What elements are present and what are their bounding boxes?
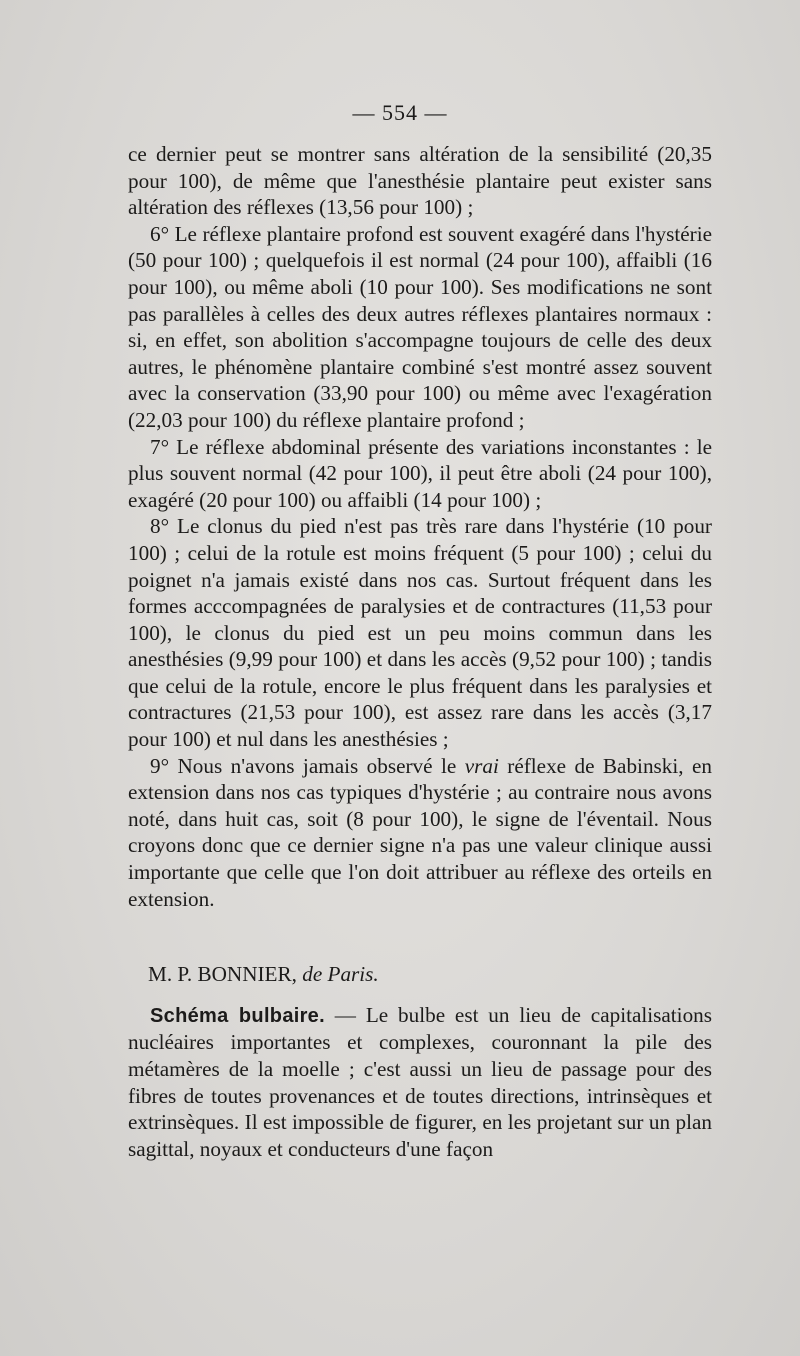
paragraph-item-8: 8° Le clonus du pied n'est pas très rare dans l'hystérie (10 pour 100) ; celui de la rotule est moins fréquent (5 pour 100) ; celui du poignet n'a jamais existé dans nos cas. Surtout fréquent dans les formes acccompagnées de paralysies et de contractures (11,53 pour 100), le clonus du pied est un peu moins commun dans les anesthésies (9,99 pour 100) et dans les accès (9,52 pour 100) ; tandis que celui de la rotule, encore le plus fréquent dans les paralysies et contractures (21,53 pour 100), est assez rare dans les accès (3,17 pour 100) et nul dans les anesthésies ; — [128, 514, 712, 752]
paragraph-item-7: 7° Le réflexe abdominal présente des variations inconstantes : le plus souvent normal (42 pour 100), il peut être aboli (24 pour 100), exagéré (20 pour 100) ou affaibli (14 pour 100) ; — [128, 434, 712, 512]
author-name: M. P. BONNIER, — [148, 962, 297, 987]
section-text: — Le bulbe est un lieu de capitalisations nucléaires importantes et complexes, couronnant la pile des métamères de la moelle ; c'est aussi un lieu de passage pour des fibres de toutes provenances et de toutes directions, intrinsèques et extrinsèques. Il est impossible de figurer, en les projetant sur un plan sagittal, noyaux et conducteurs d'une façon — [128, 1002, 712, 1161]
paragraph-item-9 — [128, 753, 712, 913]
page-number: — 554 — — [352, 100, 448, 125]
section-title: Schéma bulbaire. — [150, 1004, 325, 1027]
paragraph-continuation: ce dernier peut se montrer sans altération de la sensibilité (20,35 pour 100), de même que l'anesthésie plantaire peut exister sans altération des réflexes (13,56 pour 100) ; — [128, 142, 712, 220]
body-text — [128, 141, 712, 1162]
paragraph-item-6: 6° Le réflexe plantaire profond est souvent exagéré dans l'hystérie (50 pour 100) ; quelquefois il est normal (24 pour 100), affaibli (16 pour 100), ou même aboli (10 pour 100). Ses modifications ne sont pas parallèles à celles des deux autres réflexes plantaires normaux : si, en effet, son abolition s'accompagne toujours de celle des deux autres, le phénomène plantaire combiné s'est montré assez souvent avec la conservation (33,90 pour 100) ou même avec l'exagération (22,03 pour 100) du réflexe plantaire profond ; — [128, 221, 712, 432]
author-place: de Paris. — [302, 962, 379, 987]
emphasis-vrai: vrai — [464, 753, 499, 778]
section-schema-bulbaire — [128, 1002, 712, 1163]
paragraph-item-9-start: 9° Nous n'avons jamais observé le — [150, 753, 465, 778]
paragraph-item-9-end: réflexe de Babinski, en extension dans nos cas typiques d'hystérie ; au contraire nous avons noté, dans huit cas, soit (8 pour 100), le signe de l'éventail. Nous croyons donc que ce dernier signe n'a pas une valeur clinique aussi importante que celle que l'on doit attribuer au réflexe des orteils en extension. — [128, 753, 712, 911]
author-heading — [128, 961, 712, 988]
